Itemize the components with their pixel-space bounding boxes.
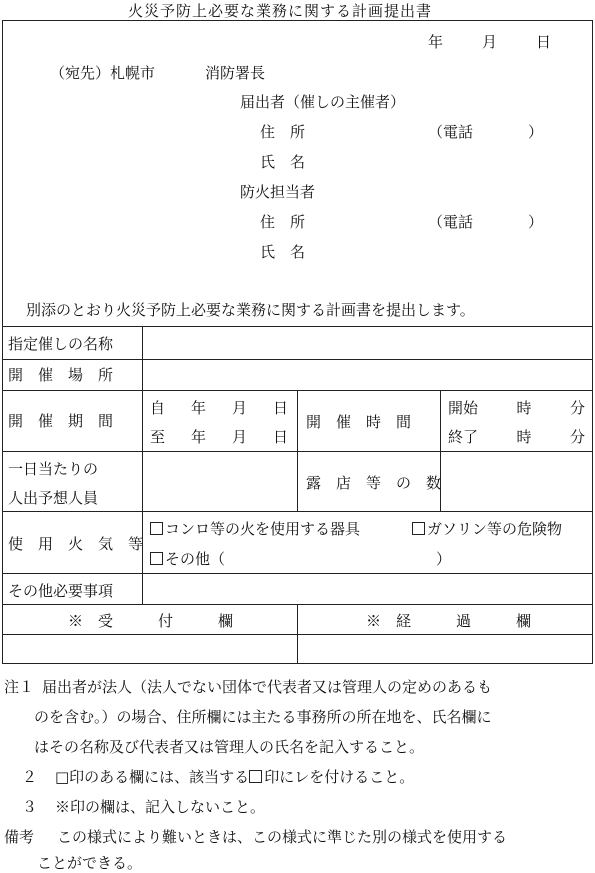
manager-phone-close: ） [528, 213, 544, 231]
stove-checkbox[interactable] [150, 522, 163, 535]
fire-manager-heading: 防火担当者 [240, 183, 316, 201]
addressee: （宛先）札幌市 [50, 64, 156, 82]
remark-line1: この様式により難いときは、この様式に準じた別の様式を使用する [57, 828, 508, 846]
fire-chief: 消防署長 [205, 64, 266, 82]
note1-line2: のを含む。）の場合、住所欄には主たる事務所の所在地を、氏名欄に [34, 708, 492, 726]
option-gasoline[interactable]: ガソリン等の危険物 [412, 518, 562, 539]
period-label: 開 催 期 間 [8, 412, 114, 430]
event-name-label: 指定催しの名称 [8, 335, 114, 353]
venue-field[interactable] [144, 361, 592, 389]
submission-statement: 別添のとおり火災予防上必要な業務に関する計画書を提出します。 [26, 301, 475, 319]
manager-phone-label: （電話 [428, 213, 474, 231]
other-matters-field[interactable] [144, 575, 592, 603]
divider [2, 326, 593, 327]
attendance-label-line1: 一日当たりの [8, 460, 99, 478]
reception-label: ※ 受 付 欄 [68, 612, 234, 630]
applicant-address-label: 住 所 [260, 123, 306, 141]
time-end: 終了 時 分 [448, 428, 585, 446]
manager-address-label: 住 所 [260, 213, 306, 231]
note2-prefix: ２ [22, 768, 38, 786]
date-year: 年 [428, 33, 444, 51]
remark-prefix: 備考 [4, 828, 35, 846]
note1-prefix: 注１ [4, 678, 35, 696]
divider [297, 390, 298, 511]
option-stove[interactable]: コンロ等の火を使用する器具 [150, 518, 360, 539]
applicant-phone-close: ） [528, 123, 544, 141]
note1-line3: はその名称及び代表者又は管理人の氏名を記入すること。 [34, 738, 425, 756]
divider [2, 573, 593, 574]
progress-label: ※ 経 過 欄 [366, 612, 532, 630]
time-label: 開 催 時 間 [306, 413, 412, 431]
note1-line1: 届出者が法人（法人でない団体で代表者又は管理人の定めのあるも [42, 678, 493, 696]
note3-prefix: ３ [22, 798, 38, 816]
stalls-label: 露 店 等 の 数 [306, 474, 442, 492]
other-checkbox[interactable] [150, 552, 163, 565]
date-month: 月 [482, 33, 498, 51]
stalls-field[interactable] [442, 453, 592, 510]
divider [142, 326, 143, 604]
date-day: 日 [536, 33, 552, 51]
attendance-field[interactable] [144, 453, 296, 510]
time-start: 開始 時 分 [448, 399, 585, 417]
applicant-name-label: 氏 名 [260, 153, 306, 171]
event-name-field[interactable] [144, 328, 592, 358]
applicant-phone-label: （電話 [428, 123, 474, 141]
note2-text: □印のある欄には、該当する 印にレを付けること。 [55, 768, 415, 786]
remark-line2: ことができる。 [37, 854, 143, 872]
other-matters-label: その他必要事項 [8, 582, 114, 600]
document-title: 火災予防上必要な業務に関する計画提出書 [127, 2, 432, 20]
divider [2, 511, 593, 512]
applicant-heading: 届出者（催しの主催者） [240, 93, 406, 111]
fire-use-label: 使 用 火 気 等 [8, 535, 144, 553]
divider [297, 604, 298, 664]
period-from: 自 年 月 日 [150, 399, 288, 417]
venue-label: 開 催 場 所 [8, 366, 114, 384]
note3-text: ※印の欄は、記入しないこと。 [55, 798, 266, 816]
manager-name-label: 氏 名 [260, 243, 306, 261]
attendance-label-line2: 人出予想人員 [8, 489, 99, 507]
option-other[interactable]: その他（ [150, 548, 225, 569]
gasoline-checkbox[interactable] [412, 522, 425, 535]
period-to: 至 年 月 日 [150, 428, 288, 446]
option-other-close: ） [436, 550, 452, 568]
divider [2, 359, 593, 360]
checkbox-symbol-icon [249, 770, 262, 783]
